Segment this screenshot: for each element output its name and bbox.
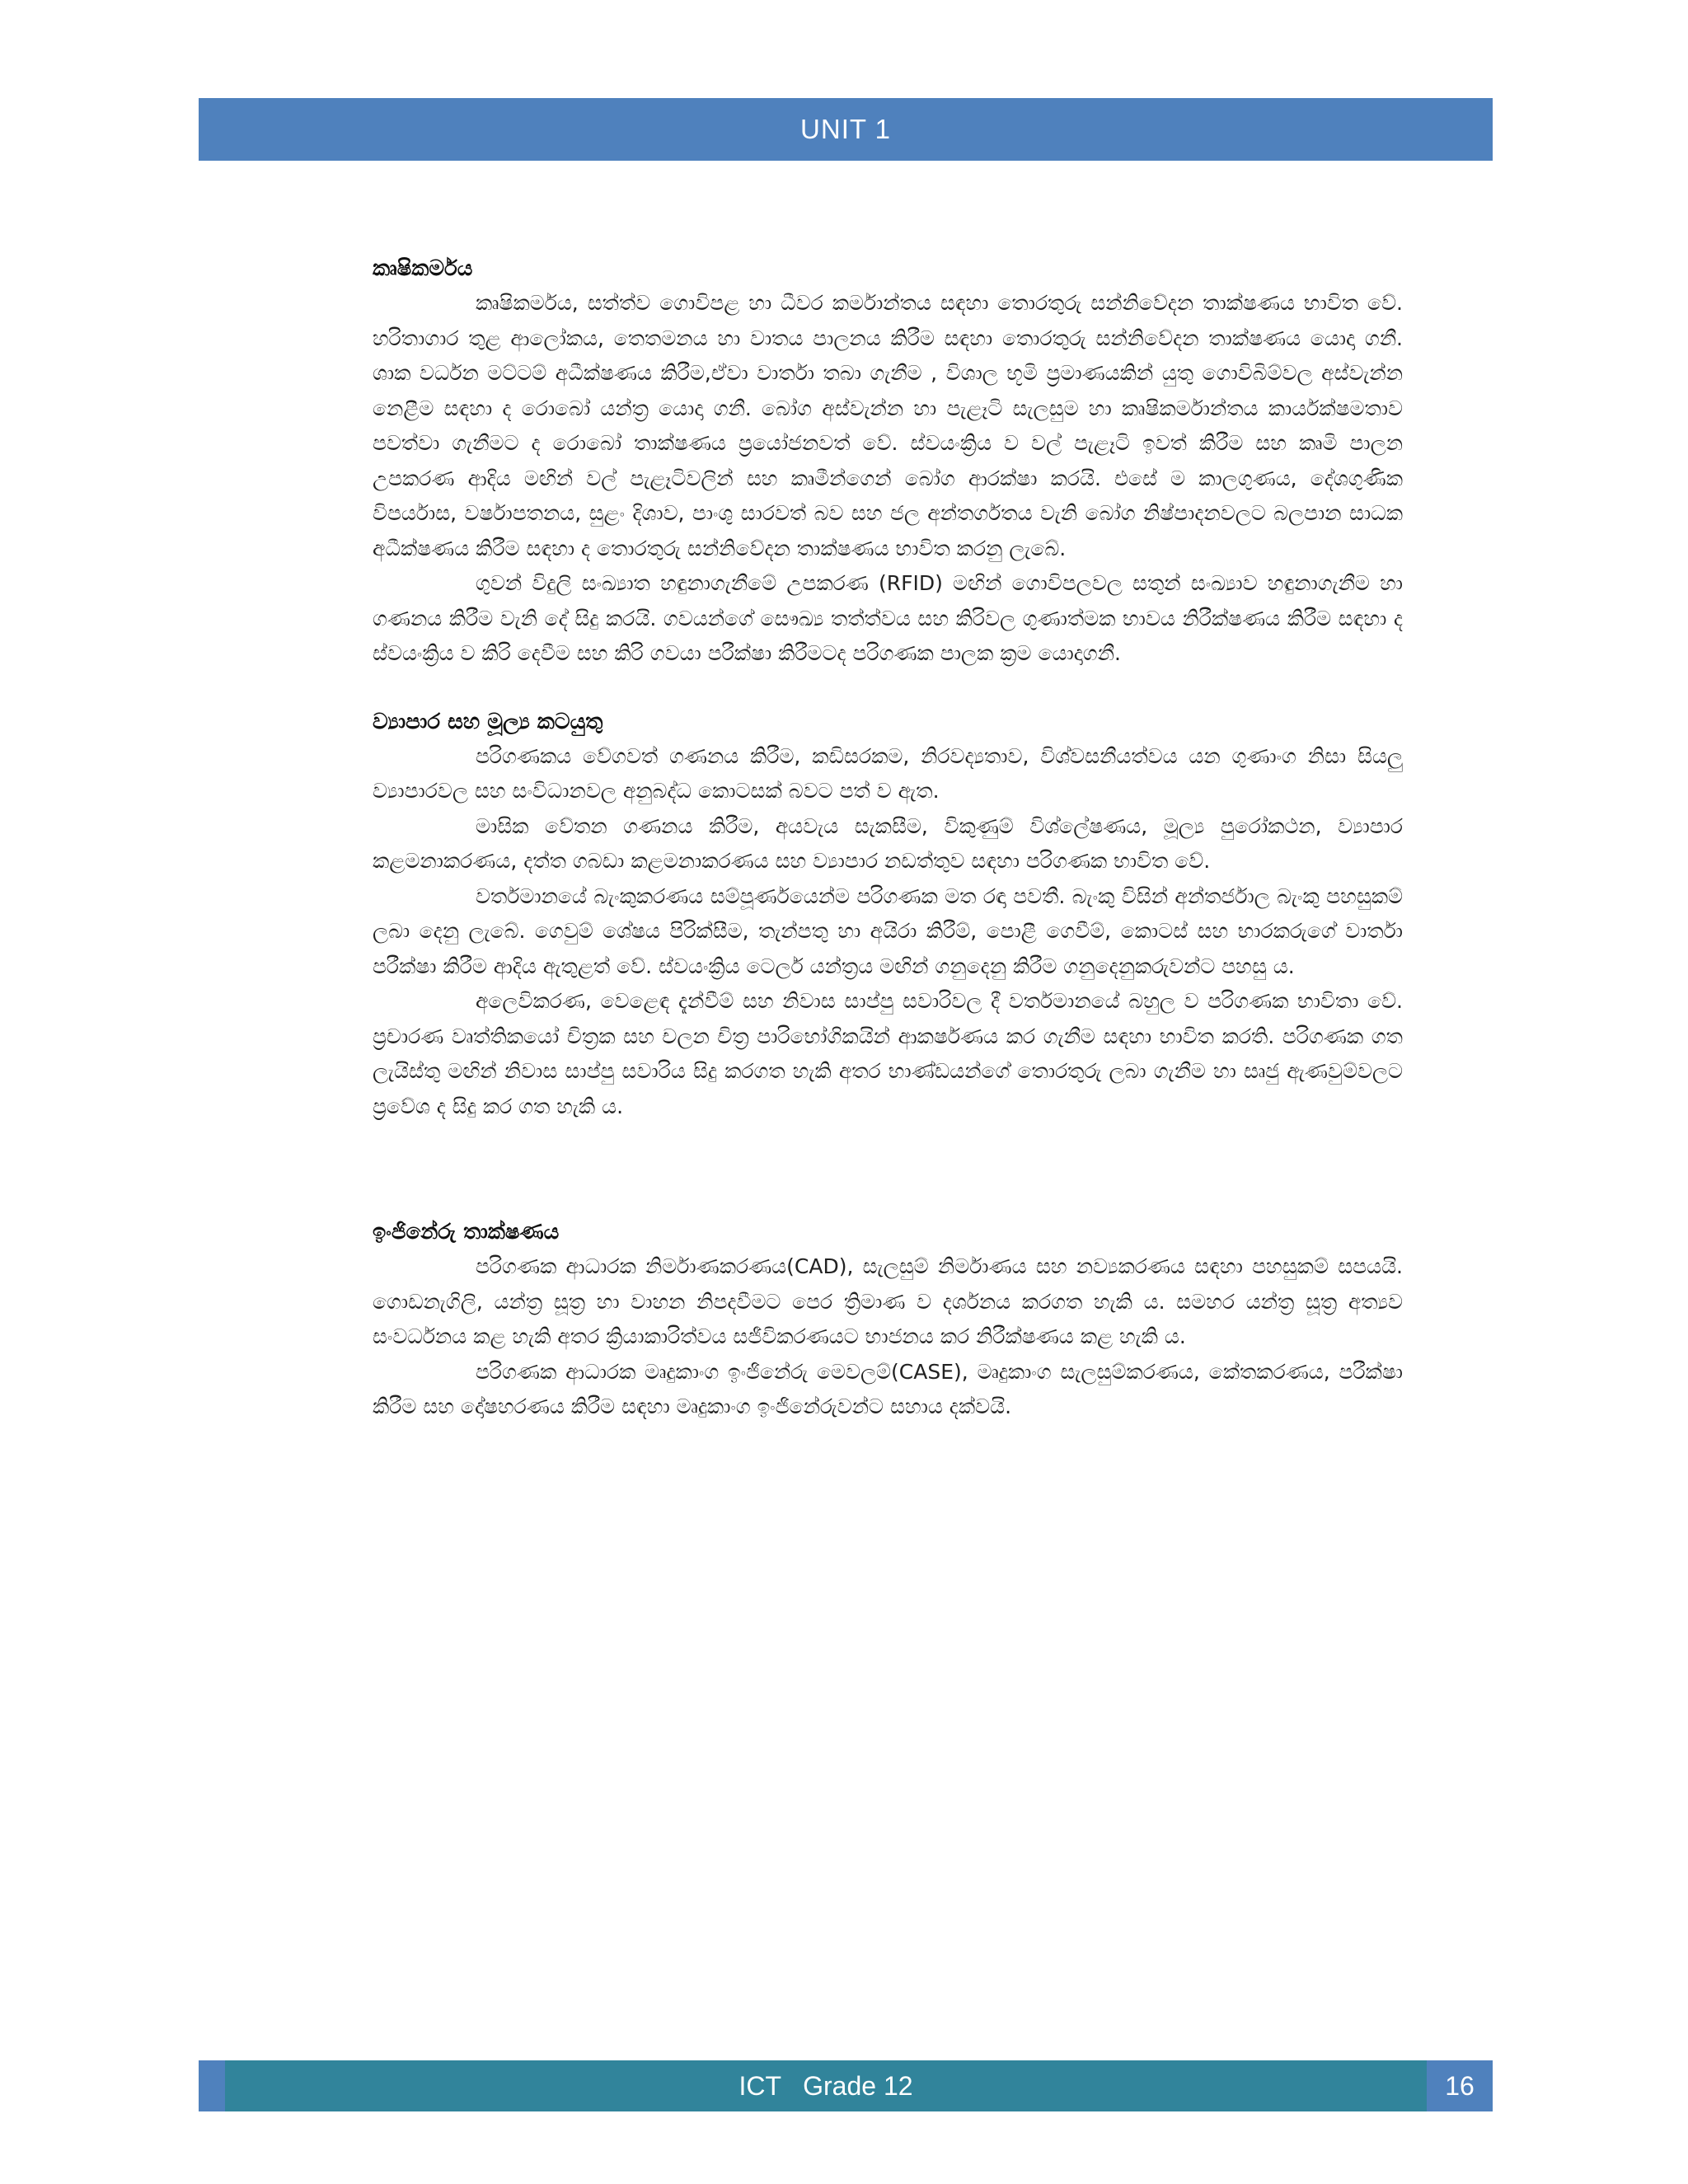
paragraph: පරිගණක ආධාරක නිර්මාණකරණය(CAD), සැලසුම් නිර්මාණය සහ නව්‍යකරණය සඳහා පහසුකම් සපයයි. ගොඩනැගිලි, යන්ත්‍ර සූත්‍ර හා වාහන නිපදවීමට පෙර ත්‍රිමාණ ව දර්ශනය කරගත හැකි ය. සමහර යන්ත්‍ර සූත්‍ර අත්‍යව සංවර්ධනය කළ හැකි අතර ක්‍රියාකාරිත්වය සජීවිකරණයට භාජනය කර නිරීක්ෂණය කළ හැකි ය. (373, 1254, 1403, 1348)
footer-course-label: ICT Grade 12 (738, 2070, 913, 2101)
page-header-bar (199, 98, 1493, 161)
section-heading: කෘෂිකර්මය (373, 256, 473, 281)
section-business-finance (373, 705, 1403, 1125)
section-engineering-technology (373, 1215, 1403, 1425)
section-agriculture (373, 251, 1403, 672)
paragraph: ගුවන් විදුලි සංඛ්‍යාත හඳුනාගැනීමේ උපකරණ (RFID) මඟින් ගොවිපලවල සතුන් සංඛ්‍යාව හඳුනාගැනීම හා ගණනය කිරීම වැනි දේ සිදු කරයි. ගවයන්ගේ සෞඛ්‍ය තත්ත්වය සහ කිරිවල ගුණාත්මක භාවය නිරීක්ෂණය කිරීම සඳහා ද ස්වයංක්‍රිය ව කිරි දෙවීම සහ කිරි ගවයා පරීක්ෂා කිරීමටද පරිගණක පාලක ක්‍රම යොදාගනී. (373, 571, 1403, 665)
paragraph: අලෙවිකරණ, වෙළෙඳ දැන්වීම් සහ නිවාස සාප්පු සවාරිවල දී වර්තමානයේ බහුල ව පරිගණක භාවිතා වේ. ප්‍රචාරණ වෘත්තිකයෝ චිත්‍රක සහ චලන චිත්‍ර පාරිභෝගිකයින් ආකර්ෂණය කර ගැනීම සඳහා භාවිත කරති. පරිගණක ගත ලැයිස්තු මඟින් නිවාස සාප්පු සවාරිය සිදු කරගත හැකි අතර භාණ්ඩයන්ගේ තොරතුරු ලබා ගැනීම හා සෘජු ඇණවුම්වලට ප්‍රවේශ ද සිදු කර ගත හැකි ය. (373, 989, 1403, 1118)
paragraph: පරිගණකය වේගවත් ගණනය කිරීම, කඩිසරකම, නිරවද්‍යතාව, විශ්වසනීයත්වය යන ගුණාංග නිසා සියලු ව්‍යාපාරවල සහ සංවිධානවල අනුබද්ධ කොටසක් බවට පත් ව ඇත. (373, 743, 1403, 803)
paragraph: වර්තමානයේ බැංකුකරණය සම්පූර්ණයෙන්ම පරිගණක මත රඳා පවතී. බැංකු විසින් අන්තර්ජාල බැංකු පහසුකම් ලබා දෙනු ලැබේ. ගෙවුම් ශේෂය පිරික්සීම, තැන්පතු හා අයිරා කිරීම්, පොළී ගෙවීම්, කොටස් සහ භාරකරුගේ වාර්තා පරීක්ෂා කිරීම ආදිය ඇතුළත් වේ. ස්වයංක්‍රිය ටෙලර් යන්ත්‍රය මඟින් ගනුදෙනු කිරීම ගනුදෙනුකරුවන්ට පහසු ය. (373, 883, 1403, 978)
unit-title: UNIT 1 (800, 114, 891, 144)
footer-main (225, 2060, 1427, 2111)
paragraph: පරිගණක ආධාරක මෘදුකාංග ඉංජිනේරු මෙවලම්(CASE), මෘදුකාංග සැලසුම්කරණය, කේතකරණය, පරීක්ෂා කිරීම සහ දෝෂහරණය කිරීම සඳහා මෘදුකාංග ඉංජිනේරුවන්ට සහාය දක්වයි. (373, 1359, 1403, 1418)
section-heading: ව්‍යාපාර සහ මූල්‍ය කටයුතු (373, 709, 603, 734)
page-footer-bar (199, 2060, 1493, 2111)
page-content (373, 251, 1403, 1425)
section-heading: ඉංජිනේරු තාක්ෂණය (373, 1220, 560, 1244)
footer-accent (199, 2060, 225, 2111)
paragraph: මාසික වේතන ගණනය කිරීම, අයවැය සැකසීම, විකුණුම් විශ්ලේෂණය, මූල්‍ය පුරෝකථන, ව්‍යාපාර කළමනාකරණය, දත්ත ගබඩා කළමනාකරණය සහ ව්‍යාපාර නඩත්තුව සඳහා පරිගණක භාවිත වේ. (373, 813, 1403, 873)
paragraph: කෘෂිකර්මය, සත්ත්ව ගොවිපළ හා ධීවර කර්මාන්තය සඳහා තොරතුරු සන්නිවේදන තාක්ෂණය භාවිත වේ. හරිතාගාර තුළ ආලෝකය, තෙතමනය හා වාතය පාලනය කිරීම සඳහා තොරතුරු සන්නිවේදන තාක්ෂණය යොදා ගනී. ශාක වර්ධන මට්ටම් අධීක්ෂණය කිරීම,ඒවා වාර්තා තබා ගැනීම , විශාල භූමි ප්‍රමාණයකින් යුතු ගොවිබිම්වල අස්වැන්න නෙළීම සඳහා ද රොබෝ යන්ත්‍ර යොදා ගනී. බෝග අස්වැන්න හා පැළෑටි සැලසුම හා කෘෂිකර්මාන්තය කාර්යක්ෂමතාව පවත්වා ගැනීමට ද රොබෝ තාක්ෂණය ප්‍රයෝජනවත් වේ. ස්වයංක්‍රිය ව වල් පැළෑටි ඉවත් කිරීම සහ කෘමි පාලන උපකරණ ආදිය මඟින් වල් පැළෑටිවලින් සහ කෘමීන්ගෙන් බෝග ආරක්ෂා කරයි. එසේ ම කාලගුණය, දේශගුණික විපර්යාස, වර්ෂාපතනය, සුළං දිශාව, පාංශු සාරවත් බව සහ ජල අන්තර්ගතය වැනි බෝග නිෂ්පාදනවලට බලපාන සාධක අධීක්ෂණය කිරීම සඳහා ද තොරතුරු සන්නිවේදන තාක්ෂණය භාවිත කරනු ලැබේ. (373, 291, 1403, 560)
page-number: 16 (1427, 2060, 1493, 2111)
